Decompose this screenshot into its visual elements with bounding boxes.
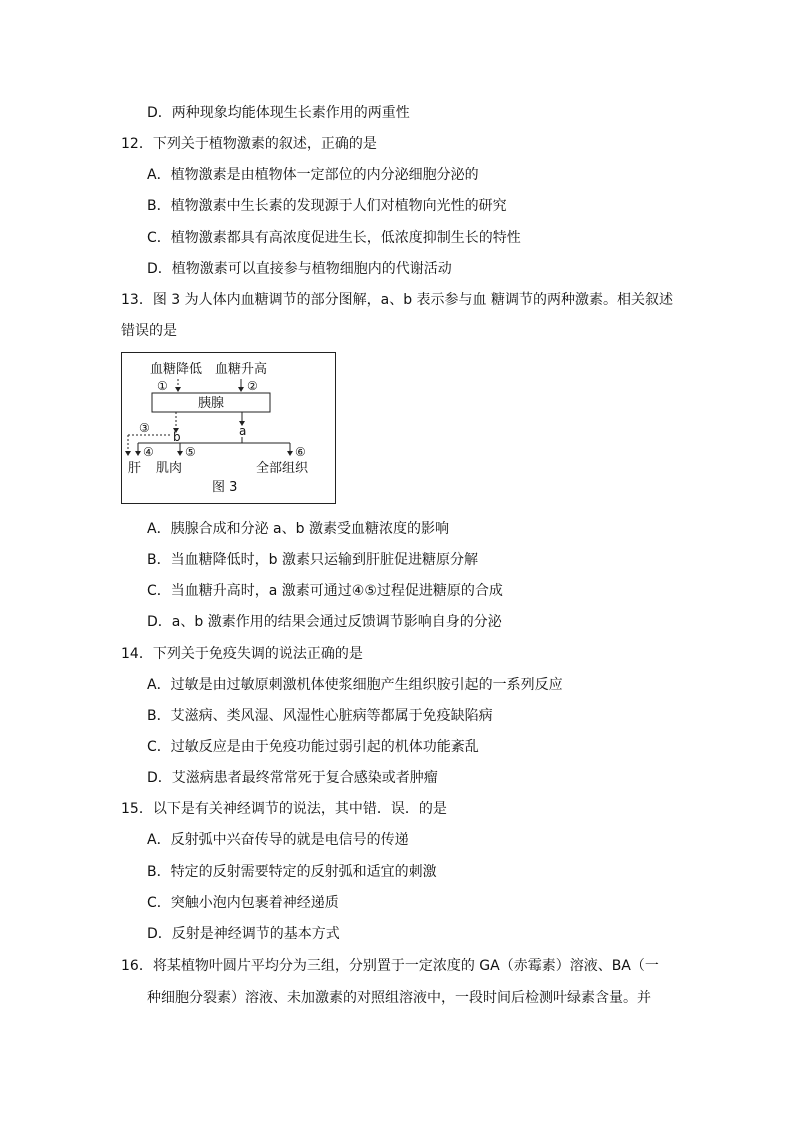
figure-diagram (122, 353, 337, 505)
q16-stem-line2: 种细胞分裂素）溶液、未加激素的对照组溶液中，一段时间后检测叶绿素含量。并 (147, 990, 651, 1006)
arrowhead-liver (135, 451, 141, 456)
q13-stem-line1: 13．图 3 为人体内血糖调节的部分图解，a、b 表示参与血 糖调节的两种激素。相关叙述 (121, 292, 673, 308)
target-liver: 肝 (128, 461, 142, 476)
q12-option-d: D．植物激素可以直接参与植物细胞内的代谢活动 (147, 261, 452, 277)
q14-option-b: B．艾滋病、类风湿、风湿性心脏病等都属于免疫缺陷病 (147, 708, 493, 724)
q14-option-d: D．艾滋病患者最终常常死于复合感染或者肿瘤 (147, 770, 438, 786)
arrowhead-liver-dashed (125, 451, 131, 456)
marker-5: ⑤ (185, 445, 196, 459)
q14-option-a: A．过敏是由过敏原刺激机体使浆细胞产生组织胺引起的一系列反应 (147, 677, 563, 693)
q15-option-a: A．反射弧中兴奋传导的就是电信号的传递 (147, 832, 409, 848)
q14-option-c: C．过敏反应是由于免疫功能过弱引起的机体功能紊乱 (147, 739, 479, 755)
arrowhead-muscle (177, 451, 183, 456)
hormone-a-label: a (239, 424, 247, 438)
q13-option-b: B．当血糖降低时，b 激素只运输到肝脏促进糖原分解 (147, 552, 478, 568)
q12-stem: 12．下列关于植物激素的叙述，正确的是 (121, 136, 377, 152)
marker-4: ④ (143, 445, 154, 459)
q13-option-c: C．当血糖升高时，a 激素可通过④⑤过程促进糖原的合成 (147, 583, 503, 599)
figure-caption: 图 3 (212, 480, 238, 495)
pancreas-label: 胰腺 (198, 396, 225, 411)
target-all-tissues: 全部组织 (256, 461, 309, 476)
q14-stem: 14．下列关于免疫失调的说法正确的是 (121, 646, 363, 662)
blood-sugar-regulation-figure (121, 352, 336, 504)
marker-2: ② (247, 379, 258, 393)
marker-3: ③ (139, 421, 150, 435)
q13-stem-line2: 错误的是 (121, 323, 177, 339)
q16-stem-line1: 16．将某植物叶圆片平均分为三组，分别置于一定浓度的 GA（赤霉素）溶液、BA（一 (121, 958, 659, 974)
label-blood-sugar-high: 血糖升高 (215, 362, 268, 377)
q12-option-c: C．植物激素都具有高浓度促进生长，低浓度抑制生长的特性 (147, 230, 521, 246)
q15-option-d: D．反射是神经调节的基本方式 (147, 926, 340, 942)
q12-option-b: B．植物激素中生长素的发现源于人们对植物向光性的研究 (147, 198, 507, 214)
arrowhead-high (238, 387, 244, 392)
hormone-b-label: b (173, 430, 181, 444)
marker-6: ⑥ (295, 445, 306, 459)
q11-option-d: D．两种现象均能体现生长素作用的两重性 (147, 105, 410, 121)
label-blood-sugar-low: 血糖降低 (150, 362, 203, 377)
target-muscle: 肌肉 (156, 461, 183, 476)
q15-stem: 15．以下是有关神经调节的说法，其中错．误．的是 (121, 801, 447, 817)
arrowhead-low (175, 387, 181, 392)
q13-option-a: A．胰腺合成和分泌 a、b 激素受血糖浓度的影响 (147, 521, 449, 537)
q12-option-a: A．植物激素是由植物体一定部位的内分泌细胞分泌的 (147, 167, 479, 183)
marker-1: ① (157, 379, 168, 393)
q13-option-d: D．a、b 激素作用的结果会通过反馈调节影响自身的分泌 (147, 614, 502, 630)
arrowhead-all (287, 451, 293, 456)
q15-option-b: B．特定的反射需要特定的反射弧和适宜的刺激 (147, 864, 437, 880)
q15-option-c: C．突触小泡内包裹着神经递质 (147, 895, 339, 911)
